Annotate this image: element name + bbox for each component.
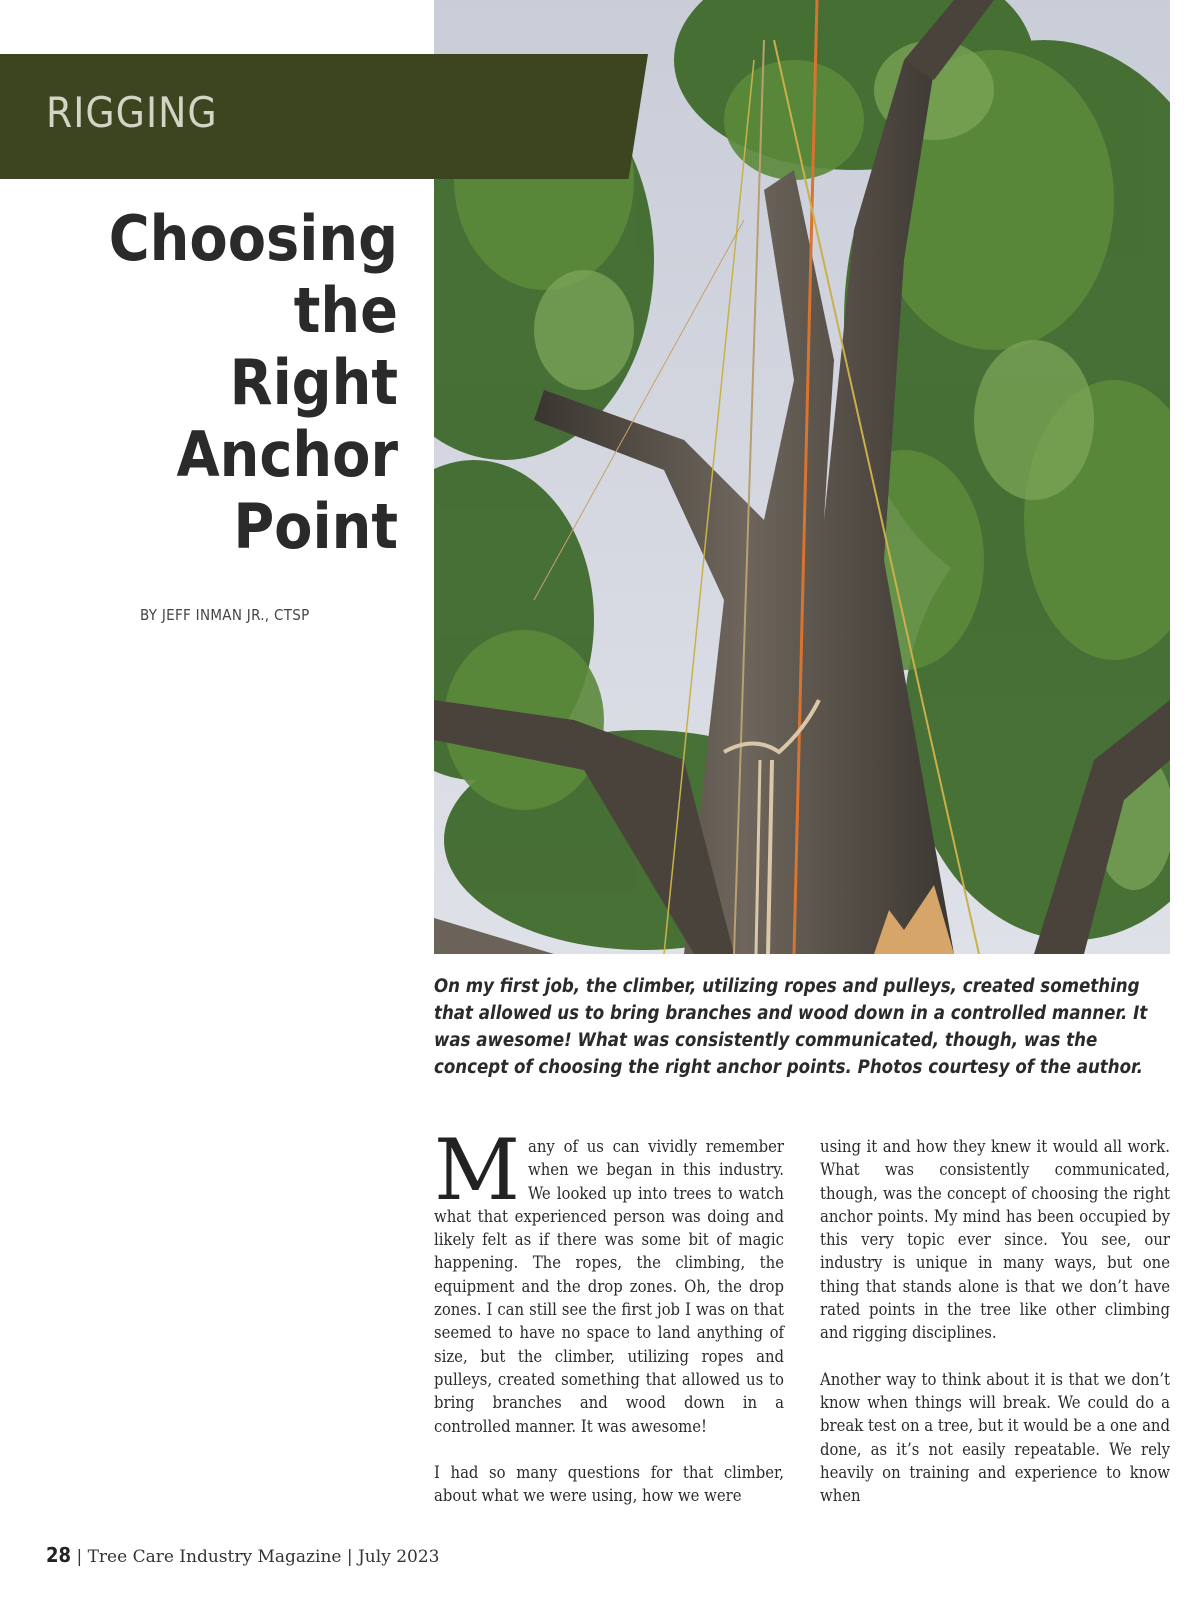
page-number: 28 (46, 1543, 72, 1567)
page-footer (46, 1543, 439, 1567)
body-paragraph-3: Another way to think about it is that we don’t know when things will break. We could do a break test on a tree, but it would be a one and done, as it’s not easily repeatable. We rely heavily on training and experience to know when (820, 1369, 1170, 1506)
title-line-1: Choosing the (108, 202, 398, 347)
drop-cap: M (434, 1121, 521, 1219)
footer-text: | Tree Care Industry Magazine | July 2023 (71, 1547, 440, 1567)
body-column-right (820, 1135, 1170, 1530)
body-paragraph-1: Many of us can vividly remember when we began in this industry. We looked up into trees to watch what that experienced person was doing and likely felt as if there was some bit of magic happening. The ropes, the climbing, the equipment and the drop zones. Oh, the drop zones. I can still see the first job I was on that seemed to have no space to land anything of size, but the climber, utilizing ropes and pulleys, created something that allowed us to bring branches and wood down in a controlled manner. It was awesome! (434, 1121, 784, 1436)
title-line-2: Right Anchor (176, 346, 398, 491)
body-paragraph-2-continued: using it and how they knew it would all work. What was consistently communicated, though, was the concept of choosing the right anchor points. My mind has been occupied by this very topic ever since. You see, our industry is unique in many ways, but one thing that stands alone is that we don’t have rated points in the tree like other climbing and rigging disciplines. (820, 1137, 1170, 1343)
photo-caption: On my first job, the climber, utilizing ropes and pulleys, created something that allowed us to bring branches and wood down in a controlled manner. It was awesome! What was consistently communicated, though, was the concept of choosing the right anchor points. Photos courtesy of the author. (434, 976, 1148, 1078)
body-paragraph-2: I had so many questions for that climber, about what we were using, how we were (434, 1462, 784, 1506)
article-title (0, 203, 398, 563)
section-label: RIGGING (46, 88, 218, 137)
byline: BY JEFF INMAN JR., CTSP (140, 606, 310, 624)
body-column-left (434, 1121, 784, 1530)
title-line-3: Point (233, 490, 398, 563)
